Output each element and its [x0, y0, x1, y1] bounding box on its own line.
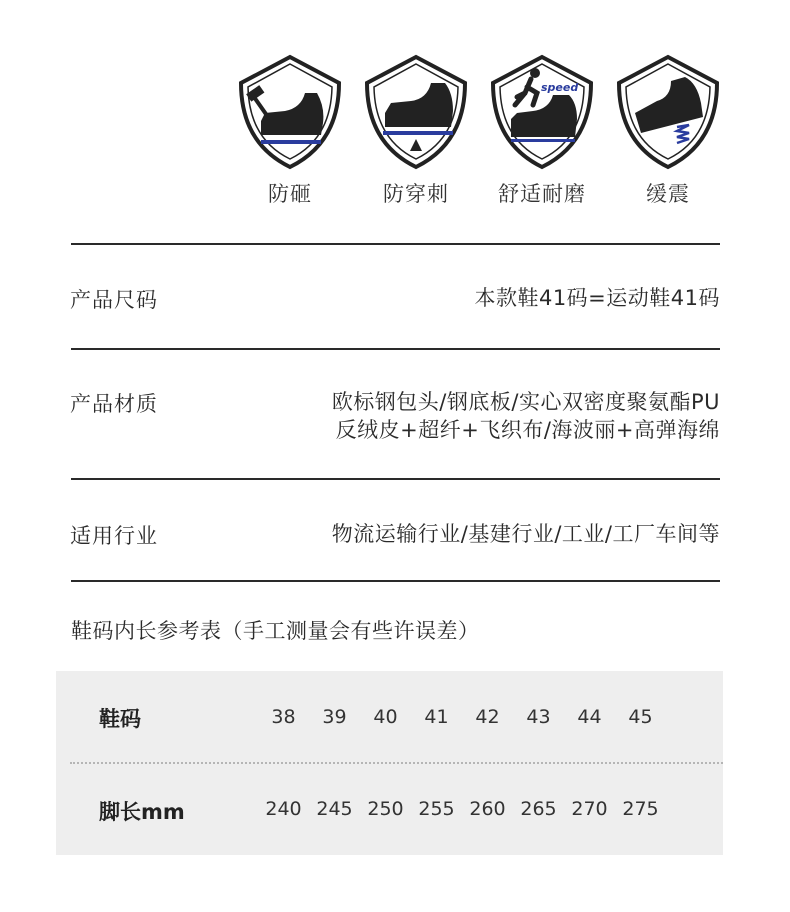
- shoe-size-cell: 42: [475, 706, 500, 728]
- divider: [71, 580, 720, 582]
- material-value-line1: 欧标钢包头/钢底板/实心双密度聚氨酯PU: [331, 390, 720, 414]
- divider: [71, 243, 720, 245]
- size-table-title: 鞋码内长参考表（手工测量会有些许误差）: [71, 619, 480, 643]
- feature-label-comfort-wear: 舒适耐磨: [498, 182, 586, 206]
- shoe-size-cell: 43: [526, 706, 551, 728]
- size-table: [56, 671, 723, 855]
- foot-length-cell: 275: [622, 798, 659, 820]
- shoe-size-cell: 39: [322, 706, 347, 728]
- shoe-size-cell: 44: [577, 706, 602, 728]
- shock-absorb-shield-icon: [613, 53, 723, 171]
- foot-length-cell: 270: [571, 798, 608, 820]
- foot-length-cell: 260: [469, 798, 506, 820]
- industry-value: 物流运输行业/基建行业/工业/工厂车间等: [331, 522, 720, 546]
- divider: [71, 478, 720, 480]
- comfort-wear-shield-icon: [487, 53, 597, 171]
- shoe-size-cell: 40: [373, 706, 398, 728]
- foot-length-header: 脚长mm: [99, 800, 185, 824]
- shoe-size-cell: 45: [628, 706, 653, 728]
- foot-length-cell: 250: [367, 798, 404, 820]
- shoe-size-header: 鞋码: [99, 707, 141, 731]
- size-value: 本款鞋41码=运动鞋41码: [474, 286, 720, 310]
- shoe-size-row: [258, 706, 666, 728]
- anti-smash-shield-icon: [235, 53, 345, 171]
- industry-label: 适用行业: [70, 524, 158, 548]
- material-label: 产品材质: [70, 392, 158, 416]
- foot-length-cell: 265: [520, 798, 557, 820]
- anti-puncture-shield-icon: [361, 53, 471, 171]
- foot-length-row: [258, 798, 666, 820]
- shoe-size-cell: 38: [271, 706, 296, 728]
- feature-label-anti-puncture: 防穿刺: [383, 182, 449, 206]
- feature-label-shock-absorb: 缓震: [646, 182, 690, 206]
- foot-length-cell: 255: [418, 798, 455, 820]
- foot-length-cell: 240: [265, 798, 302, 820]
- material-value-line2: 反绒皮+超纤+飞织布/海波丽+高弹海绵: [335, 418, 720, 442]
- feature-label-anti-smash: 防砸: [268, 182, 312, 206]
- size-label: 产品尺码: [70, 288, 158, 312]
- speed-text: speed: [541, 81, 579, 94]
- divider: [71, 348, 720, 350]
- shoe-size-cell: 41: [424, 706, 449, 728]
- foot-length-cell: 245: [316, 798, 353, 820]
- table-dotted-divider: [70, 762, 723, 764]
